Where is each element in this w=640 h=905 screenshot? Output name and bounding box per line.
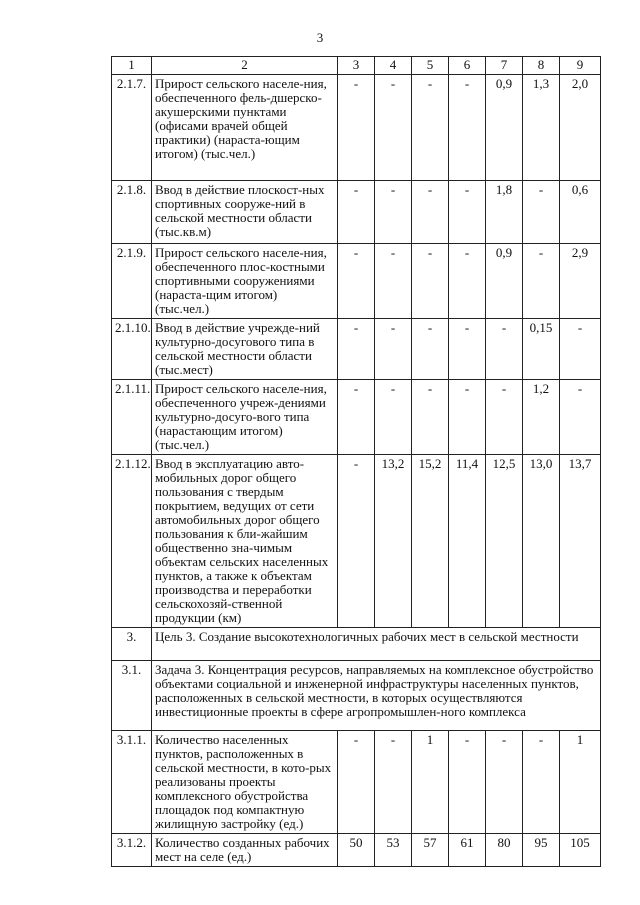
- row-number: 3.1.2.: [112, 834, 152, 867]
- row-number: 2.1.9.: [112, 244, 152, 319]
- value-cell: -: [375, 319, 412, 380]
- value-cell: -: [338, 181, 375, 244]
- indicator-name: Прирост сельского населе-ния, обеспеченного фель-дшерско-акушерскими пунктами (офисами врачей общей практики) (нараста-ющим итогом) (тыс.чел.): [152, 75, 338, 181]
- value-cell: 11,4: [449, 455, 486, 628]
- value-cell: 105: [560, 834, 601, 867]
- row-number: 3.1.: [112, 661, 152, 731]
- value-cell: 2,0: [560, 75, 601, 181]
- value-cell: -: [412, 319, 449, 380]
- indicator-name: Прирост сельского населе-ния, обеспеченного плос-костными спортивными сооружениями (нараста-щим итогом) (тыс.чел.): [152, 244, 338, 319]
- value-cell: -: [486, 731, 523, 834]
- value-cell: 0,15: [523, 319, 560, 380]
- value-cell: 1: [412, 731, 449, 834]
- value-cell: -: [412, 380, 449, 455]
- value-cell: 57: [412, 834, 449, 867]
- value-cell: 50: [338, 834, 375, 867]
- indicator-name: Количество населенных пунктов, расположенных в сельской местности, в кото-рых реализованы проекты комплексного обустройства площадок под компактную жилищную застройку (ед.): [152, 731, 338, 834]
- goal-text: Цель 3. Создание высокотехнологичных рабочих мест в сельской местности: [152, 628, 601, 661]
- value-cell: -: [449, 75, 486, 181]
- indicator-name: Прирост сельского населе-ния, обеспеченного учреж-дениями культурно-досуго-вого типа (нарастающим итогом) (тыс.чел.): [152, 380, 338, 455]
- value-cell: -: [449, 319, 486, 380]
- value-cell: 53: [375, 834, 412, 867]
- value-cell: -: [338, 731, 375, 834]
- value-cell: -: [449, 380, 486, 455]
- value-cell: -: [523, 244, 560, 319]
- indicators-table: [111, 56, 601, 867]
- value-cell: -: [449, 244, 486, 319]
- value-cell: 13,0: [523, 455, 560, 628]
- row-number: 2.1.8.: [112, 181, 152, 244]
- row-number: 2.1.11.: [112, 380, 152, 455]
- column-header: 8: [523, 57, 560, 75]
- value-cell: -: [523, 731, 560, 834]
- value-cell: -: [449, 731, 486, 834]
- indicator-name: Ввод в действие учрежде-ний культурно-досугового типа в сельской местности области (тыс.мест): [152, 319, 338, 380]
- value-cell: -: [375, 731, 412, 834]
- value-cell: -: [486, 319, 523, 380]
- column-header: 7: [486, 57, 523, 75]
- column-header: 1: [112, 57, 152, 75]
- row-number: 3.: [112, 628, 152, 661]
- value-cell: 15,2: [412, 455, 449, 628]
- value-cell: 61: [449, 834, 486, 867]
- row-number: 3.1.1.: [112, 731, 152, 834]
- value-cell: 13,2: [375, 455, 412, 628]
- value-cell: -: [338, 380, 375, 455]
- value-cell: -: [375, 75, 412, 181]
- value-cell: -: [375, 380, 412, 455]
- column-header: 2: [152, 57, 338, 75]
- value-cell: 2,9: [560, 244, 601, 319]
- value-cell: -: [375, 181, 412, 244]
- value-cell: 0,9: [486, 244, 523, 319]
- value-cell: 95: [523, 834, 560, 867]
- table-row: [112, 319, 601, 380]
- column-header: 3: [338, 57, 375, 75]
- row-number: 2.1.7.: [112, 75, 152, 181]
- value-cell: -: [412, 75, 449, 181]
- indicator-name: Количество созданных рабочих мест на селе (ед.): [152, 834, 338, 867]
- value-cell: -: [449, 181, 486, 244]
- value-cell: 13,7: [560, 455, 601, 628]
- value-cell: 1,3: [523, 75, 560, 181]
- table-row: [112, 380, 601, 455]
- value-cell: -: [338, 319, 375, 380]
- table-row: [112, 244, 601, 319]
- header-row: [112, 57, 601, 75]
- table-row: [112, 834, 601, 867]
- value-cell: -: [338, 244, 375, 319]
- goal-row: [112, 628, 601, 661]
- value-cell: 0,6: [560, 181, 601, 244]
- value-cell: 1,2: [523, 380, 560, 455]
- value-cell: -: [375, 244, 412, 319]
- task-row: [112, 661, 601, 731]
- value-cell: -: [523, 181, 560, 244]
- value-cell: 0,9: [486, 75, 523, 181]
- value-cell: -: [338, 75, 375, 181]
- value-cell: -: [560, 319, 601, 380]
- page-number: 3: [316, 30, 324, 45]
- value-cell: 1,8: [486, 181, 523, 244]
- value-cell: -: [338, 455, 375, 628]
- column-header: 9: [560, 57, 601, 75]
- row-number: 2.1.12.: [112, 455, 152, 628]
- table-row: [112, 455, 601, 628]
- value-cell: -: [486, 380, 523, 455]
- column-header: 5: [412, 57, 449, 75]
- task-text: Задача 3. Концентрация ресурсов, направляемых на комплексное обустройство объектами социальной и инженерной инфраструктуры населенных пунктов, расположенных в сельской местности, в которых осуществляются инвестиционные проекты в сфере агропромышлен-ного комплекса: [152, 661, 601, 731]
- column-header: 6: [449, 57, 486, 75]
- table-row: [112, 75, 601, 181]
- value-cell: 80: [486, 834, 523, 867]
- column-header: 4: [375, 57, 412, 75]
- value-cell: -: [412, 181, 449, 244]
- row-number: 2.1.10.: [112, 319, 152, 380]
- table-row: [112, 731, 601, 834]
- table-row: [112, 181, 601, 244]
- indicator-name: Ввод в действие плоскост-ных спортивных сооруже-ний в сельской местности области (тыс.кв.м): [152, 181, 338, 244]
- value-cell: -: [412, 244, 449, 319]
- indicator-name: Ввод в эксплуатацию авто-мобильных дорог общего пользования с твердым покрытием, ведущих от сети автомобильных дорог общего пользования к бли-жайшим общественно зна-чимым объектам сельских населенных пунктов, а также к объектам производства и переработки сельскохозяй-ственной продукции (км): [152, 455, 338, 628]
- value-cell: 1: [560, 731, 601, 834]
- value-cell: 12,5: [486, 455, 523, 628]
- value-cell: -: [560, 380, 601, 455]
